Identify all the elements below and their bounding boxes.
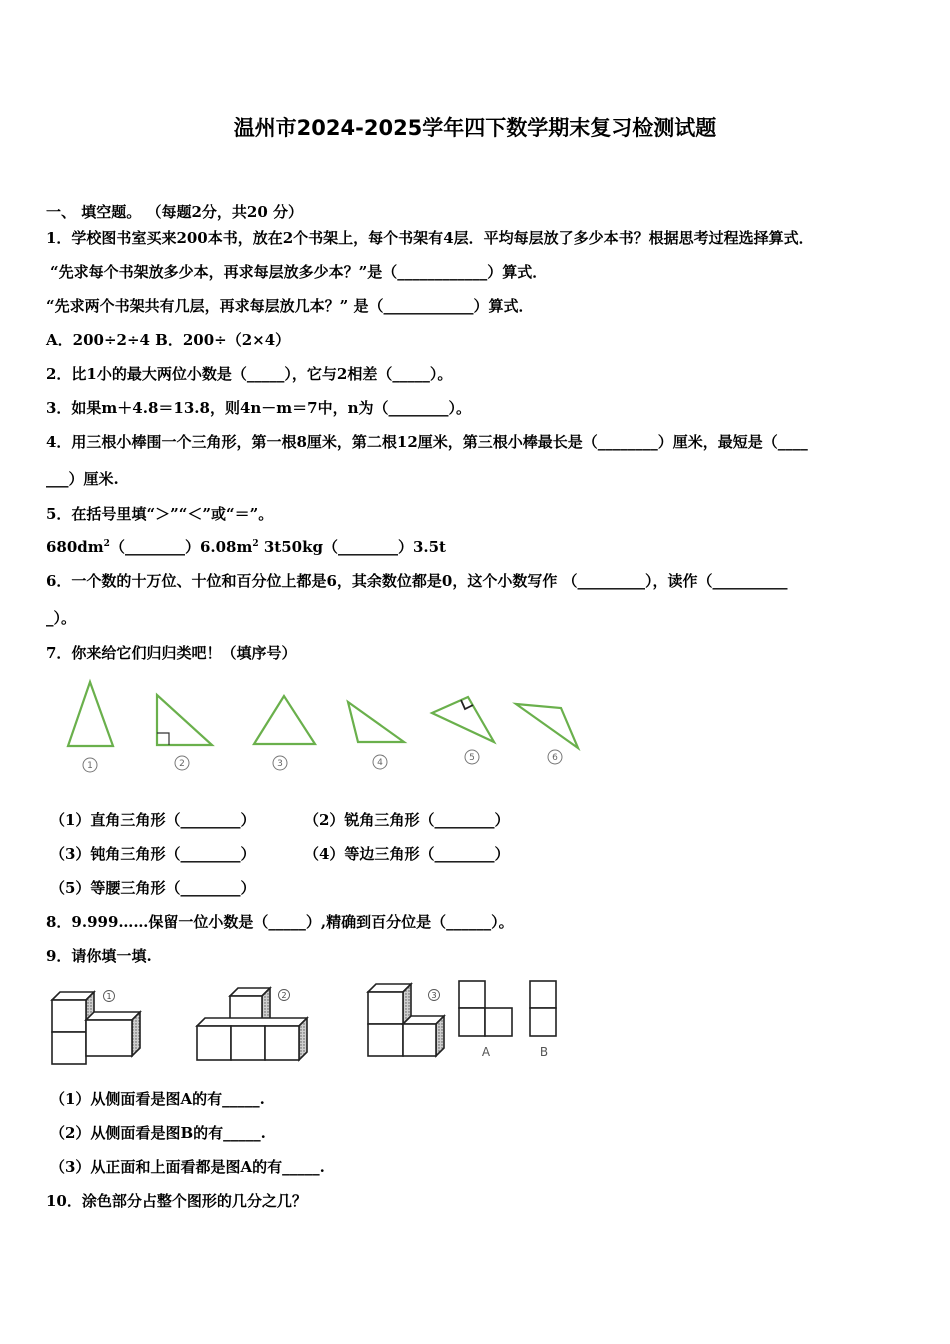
q6-text-cont: _）。: [46, 609, 77, 627]
q9-sub3: （3）从正面和上面看都是图A的有_____.: [50, 1158, 325, 1176]
q8-text: 8．9.999……保留一位小数是（_____）,精确到百分位是（______）。: [46, 913, 514, 931]
q6-text: 6．一个数的十万位、十位和百分位上都是6，其余数位都是0，这个小数写作 （_________），读作（__________: [46, 572, 788, 590]
q5-b-rest: 3t50kg（________）3.5t: [258, 538, 446, 556]
q4-text-cont: ___）厘米.: [46, 470, 119, 488]
cube-label-num-2: 2: [281, 991, 287, 1000]
view-a-label: A: [481, 1045, 491, 1059]
q9-sub2: （2）从侧面看是图B的有_____.: [50, 1124, 266, 1142]
q3-text: 3．如果m＋4.8＝13.8，则4n－m＝7中，n为（________）。: [46, 399, 471, 417]
q1-blank-1: “先求每个书架放多少本，再求每层放多少本？”是（____________）算式．: [50, 263, 548, 281]
q1-options: A．200÷2÷4 B．200÷（2×4）: [46, 331, 291, 349]
q7-text: 7．你来给它们归归类吧！（填序号）: [46, 644, 297, 662]
cube-figure-2: [197, 988, 307, 1060]
view-b: [530, 981, 556, 1036]
q7-right: （1）直角三角形（________）: [50, 811, 256, 829]
label-num-3: 3: [277, 759, 283, 769]
q4-text: 4．用三根小棒围一个三角形，第一根8厘米，第二根12厘米，第三根小棒最长是（________）厘米，最短是（____: [46, 433, 808, 451]
view-a: [459, 981, 512, 1036]
view-b-label: B: [539, 1045, 549, 1059]
q1-text: 1．学校图书室买来200本书，放在2个书架上，每个书架有4层．平均每层放了多少本书？根据思考过程选择算式．: [46, 229, 814, 247]
q5-a-mid: （________）6.08m: [109, 538, 253, 556]
label-num-5: 5: [469, 753, 475, 763]
q9-text: 9．请你填一填.: [46, 947, 152, 965]
page-title: 温州市2024-2025学年四下数学期末复习检测试题: [233, 116, 717, 140]
cube-figure-1: [52, 992, 140, 1064]
q1-blank-2: “先求两个书架共有几层，再求每层放几本？” 是（____________）算式．: [46, 297, 534, 315]
q7-isosceles: （5）等腰三角形（________）: [50, 879, 256, 897]
label-num-4: 4: [377, 758, 383, 768]
cube-label-num-1: 1: [106, 992, 112, 1001]
q7-equilateral: （4）等边三角形（________）: [304, 845, 510, 863]
label-num-2: 2: [179, 759, 185, 769]
q5-text: 5．在括号里填“＞”“＜”或“＝”。: [46, 505, 274, 523]
section-heading: 一、 填空题。 （每题2分，共20 分）: [46, 203, 303, 221]
q2-text: 2．比1小的最大两位小数是（_____），它与2相差（_____）。: [46, 365, 453, 383]
q5-b-sup: 2: [252, 539, 259, 549]
q7-acute: （2）锐角三角形（________）: [304, 811, 510, 829]
q10-text: 10．涂色部分占整个图形的几分之几？: [46, 1192, 307, 1210]
q9-sub1: （1）从侧面看是图A的有_____.: [50, 1090, 265, 1108]
label-num-6: 6: [552, 753, 558, 763]
q7-obtuse: （3）钝角三角形（________）: [50, 845, 256, 863]
label-num-1: 1: [87, 761, 93, 771]
cube-label-num-3: 3: [431, 991, 437, 1000]
q5-a-sup: 2: [103, 539, 110, 549]
q5-a-left: 680dm: [46, 538, 104, 556]
